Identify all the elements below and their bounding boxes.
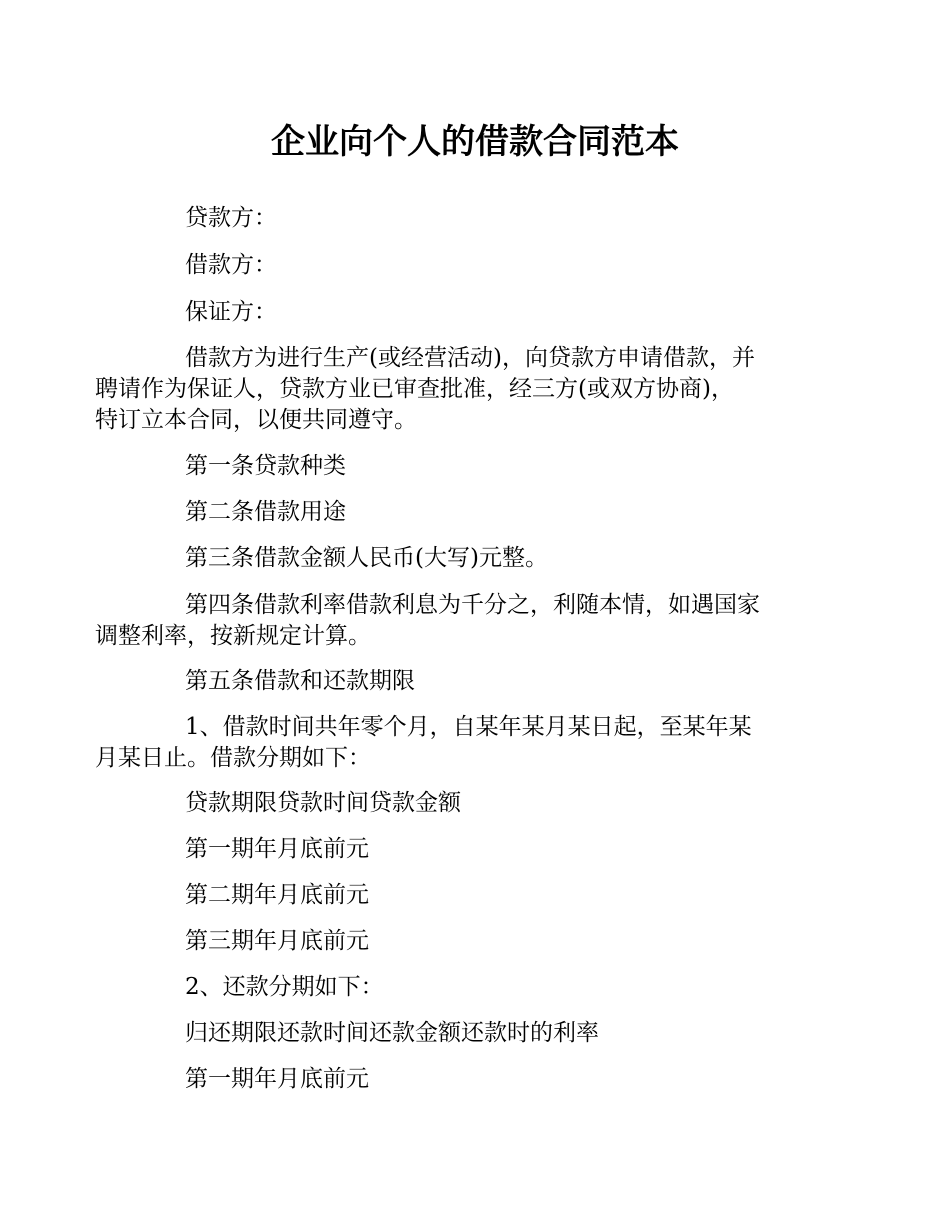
document-title: 企业向个人的借款合同范本: [271, 122, 679, 162]
paragraph-line: 调整利率，按新规定计算。: [95, 623, 371, 649]
paragraph-line: 第二期年月底前元: [185, 882, 369, 908]
paragraph-line: 第四条借款利率借款利息为千分之，利随本情，如遇国家: [185, 592, 760, 618]
paragraph-line: 归还期限还款时间还款金额还款时的利率: [185, 1020, 599, 1046]
paragraph-line: 第五条借款和还款期限: [185, 668, 415, 694]
paragraph-line: 聘请作为保证人，贷款方业已审查批准，经三方(或双方协商)，: [95, 376, 734, 402]
paragraph-line: 1、借款时间共年零个月，自某年某月某日起，至某年某: [185, 714, 752, 740]
paragraph-loan-period-2: [140, 880, 820, 911]
paragraph-guarantor: [140, 297, 820, 328]
paragraph-line: 第一条贷款种类: [185, 453, 346, 479]
paragraph-line: 贷款期限贷款时间贷款金额: [185, 790, 461, 816]
paragraph-article-5: [140, 666, 820, 697]
paragraph-line: 第一期年月底前元: [185, 1066, 369, 1092]
paragraph-article-3: [140, 543, 820, 574]
paragraph-repay-table-header: [140, 1018, 820, 1049]
paragraph-line: 借款方：: [185, 252, 277, 278]
paragraph-line: 第一期年月底前元: [185, 836, 369, 862]
paragraph-line: 保证方：: [185, 299, 277, 325]
paragraph-article-2: [140, 497, 820, 528]
paragraph-loan-table-header: [140, 788, 820, 819]
paragraph-article-4: [95, 590, 820, 652]
paragraph-loan-period-1: [140, 834, 820, 865]
paragraph-line: 借款方为进行生产(或经营活动)，向贷款方申请借款，并: [185, 345, 755, 371]
paragraph-lender: [140, 203, 820, 234]
paragraph-borrower: [140, 250, 820, 281]
paragraph-loan-period-3: [140, 926, 820, 957]
paragraph-line: 2、还款分期如下：: [185, 974, 384, 1000]
paragraph-line: 第三条借款金额人民币(大写)元整。: [185, 545, 548, 571]
paragraph-line: 第三期年月底前元: [185, 928, 369, 954]
paragraph-repay-schedule: [140, 972, 820, 1003]
paragraph-article-1: [140, 451, 820, 482]
paragraph-borrow-term: [95, 712, 820, 774]
paragraph-preamble: [95, 343, 820, 436]
paragraph-repay-period-1: [140, 1064, 820, 1095]
paragraph-line: 贷款方：: [185, 205, 277, 231]
paragraph-line: 月某日止。借款分期如下：: [95, 745, 371, 771]
paragraph-line: 特订立本合同，以便共同遵守。: [95, 407, 417, 433]
paragraph-line: 第二条借款用途: [185, 499, 346, 525]
